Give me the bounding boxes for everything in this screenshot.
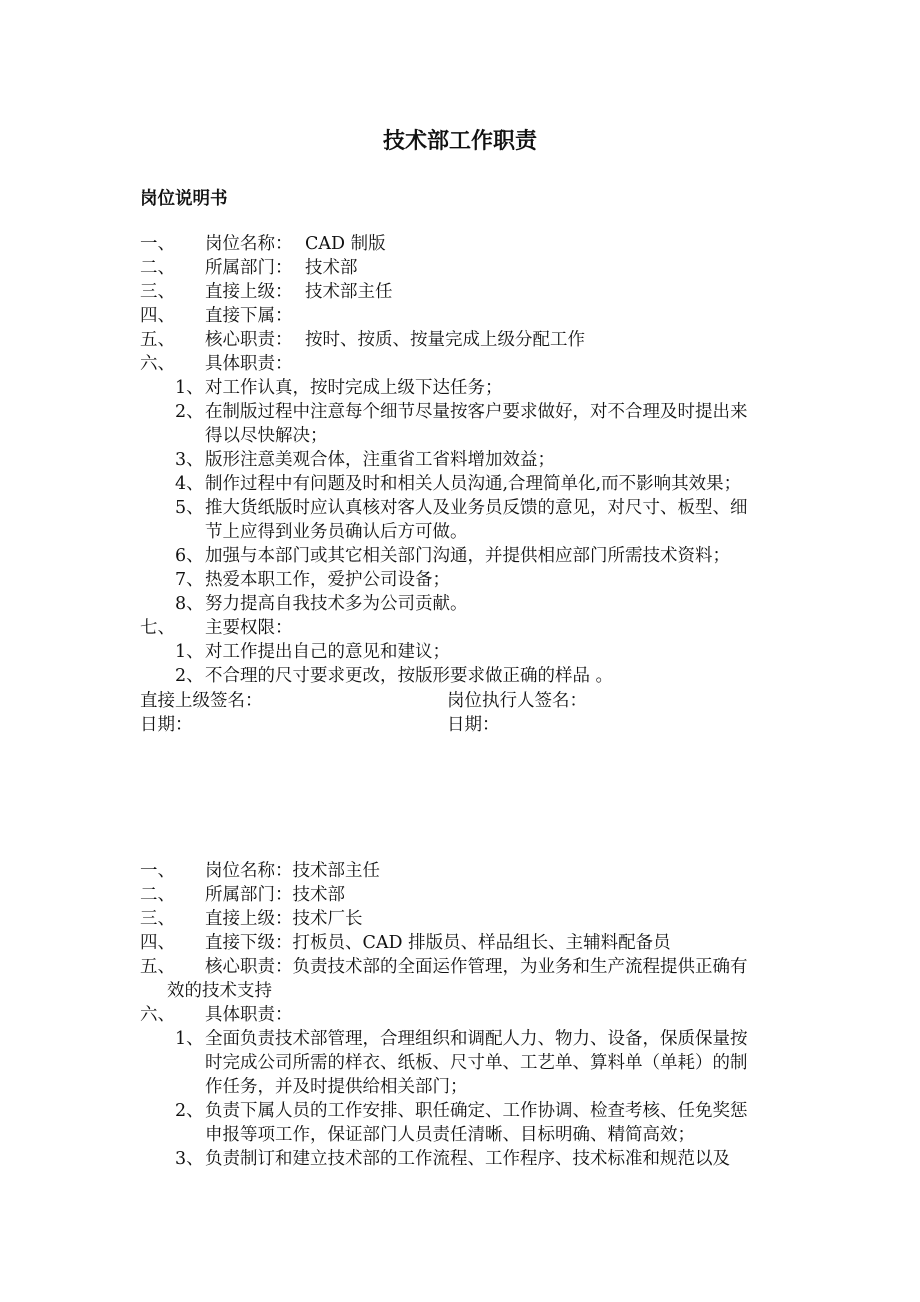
field-text: 岗位名称：技术部主任 [205, 861, 380, 881]
field-label: 核心职责： [205, 330, 293, 350]
section-number: 六、 [140, 354, 175, 374]
duty-text: 负责制订和建立技术部的工作流程、工作程序、技术标准和规范以及 [205, 1149, 730, 1169]
field-text-continued: 效的技术支持 [167, 981, 272, 1001]
duty-text: 对工作认真，按时完成上级下达任务； [205, 378, 503, 398]
section-number: 一、 [140, 234, 175, 254]
date-label-right: 日期： [447, 715, 500, 735]
field-text: 所属部门：技术部 [205, 885, 345, 905]
section-number: 三、 [140, 909, 175, 929]
duty-number: 8、 [175, 594, 204, 614]
field-text: 直接下级：打板员、CAD 排版员、样品组长、主辅料配备员 [205, 933, 671, 953]
duty-text: 推大货纸版时应认真核对客人及业务员反馈的意见，对尺寸、板型、细 [205, 498, 748, 518]
field-label: 直接下属： [205, 306, 293, 326]
field-label: 岗位名称： [205, 234, 293, 254]
field-text: 直接上级：技术厂长 [205, 909, 363, 929]
duty-number: 2、 [175, 1101, 204, 1121]
duty-number: 2、 [175, 402, 204, 422]
duty-text: 作任务，并及时提供给相关部门； [205, 1077, 468, 1097]
field-value: 按时、按质、按量完成上级分配工作 [305, 330, 585, 350]
duty-text: 不合理的尺寸要求更改，按版形要求做正确的样品 。 [205, 666, 614, 686]
duty-text: 在制版过程中注意每个细节尽量按客户要求做好，对不合理及时提出来 [205, 402, 748, 422]
executor-signature-label: 岗位执行人签名： [447, 691, 587, 711]
section-number: 二、 [140, 258, 175, 278]
field-value: 技术部 [305, 258, 358, 278]
field-text: 具体职责： [205, 1005, 293, 1025]
duty-number: 5、 [175, 498, 204, 518]
duty-text: 加强与本部门或其它相关部门沟通，并提供相应部门所需技术资料； [205, 546, 730, 566]
duty-text: 时完成公司所需的样衣、纸板、尺寸单、工艺单、算料单（单耗）的制 [205, 1053, 748, 1073]
duty-number: 1、 [175, 642, 204, 662]
duty-number: 6、 [175, 546, 204, 566]
duty-text: 制作过程中有问题及时和相关人员沟通,合理简单化,而不影响其效果； [205, 474, 742, 494]
duty-text: 热爱本职工作，爱护公司设备； [205, 570, 450, 590]
duty-text: 申报等项工作，保证部门人员责任清晰、目标明确、精简高效； [205, 1125, 695, 1145]
duty-text: 节上应得到业务员确认后方可做。 [205, 522, 468, 542]
field-value: 技术部主任 [305, 282, 393, 302]
duty-number: 3、 [175, 1149, 204, 1169]
section-number: 四、 [140, 306, 175, 326]
field-value: CAD 制版 [305, 234, 386, 254]
duty-number: 4、 [175, 474, 204, 494]
supervisor-signature-label: 直接上级签名： [140, 691, 263, 711]
section-number: 三、 [140, 282, 175, 302]
section-number: 七、 [140, 618, 175, 638]
section-number: 一、 [140, 861, 175, 881]
duty-text: 得以尽快解决； [205, 426, 328, 446]
duty-text: 版形注意美观合体，注重省工省料增加效益； [205, 450, 555, 470]
date-label-left: 日期： [140, 715, 193, 735]
field-label: 所属部门： [205, 258, 293, 278]
duty-number: 7、 [175, 570, 204, 590]
field-label: 具体职责： [205, 354, 293, 374]
field-label: 直接上级： [205, 282, 293, 302]
section-number: 二、 [140, 885, 175, 905]
field-label: 主要权限： [205, 618, 293, 638]
duty-text: 对工作提出自己的意见和建议； [205, 642, 450, 662]
duty-number: 3、 [175, 450, 204, 470]
field-text: 核心职责：负责技术部的全面运作管理，为业务和生产流程提供正确有 [205, 957, 748, 977]
duty-number: 1、 [175, 378, 204, 398]
section-number: 四、 [140, 933, 175, 953]
duty-number: 2、 [175, 666, 204, 686]
duty-number: 1、 [175, 1029, 204, 1049]
section-number: 五、 [140, 330, 175, 350]
section-number: 五、 [140, 957, 175, 977]
duty-text: 努力提高自我技术多为公司贡献。 [205, 594, 468, 614]
duty-text: 负责下属人员的工作安排、职任确定、工作协调、检查考核、任免奖惩 [205, 1101, 748, 1121]
duty-text: 全面负责技术部管理，合理组织和调配人力、物力、设备，保质保量按 [205, 1029, 748, 1049]
section-number: 六、 [140, 1005, 175, 1025]
document-title: 技术部工作职责 [382, 128, 537, 154]
document-subtitle: 岗位说明书 [140, 189, 228, 209]
